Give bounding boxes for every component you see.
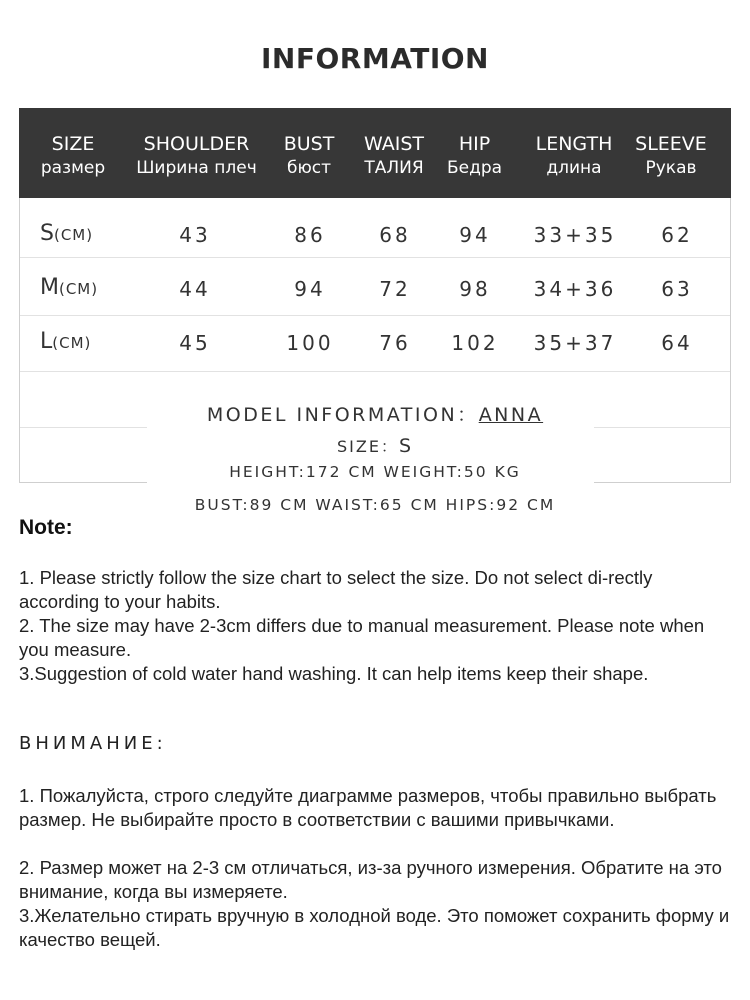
header-sleeve-ru: Рукав [645,158,697,178]
cell-waist: 68 [379,223,411,247]
size-letter: S [40,221,54,246]
cell-length: 34+36 [533,277,617,301]
cell-length: 35+37 [533,331,617,355]
header-length [524,132,624,180]
header-bust [269,132,349,180]
row-size-label [40,222,93,247]
model-hips-unit: CM [527,496,556,514]
row-divider [20,315,730,316]
header-size-ru: размер [40,158,106,178]
model-name: ANNA [478,404,544,426]
model-measurements [0,496,750,514]
size-unit: (CM) [52,334,92,352]
model-bust-label: BUST: [194,496,250,514]
model-info-label: MODEL INFORMATION： [206,404,479,426]
header-length-en: LENGTH [535,133,613,155]
model-height-value: 172 [305,463,342,481]
header-waist [354,132,434,180]
cell-sleeve: 63 [661,277,693,301]
model-weight-value: 50 [463,463,488,481]
header-bust-en: BUST [283,133,335,155]
note-item-3: 3.Suggestion of cold water hand washing. It can help items keep their shape. [19,663,649,684]
cell-length: 33+35 [533,223,617,247]
cell-hip: 98 [459,277,491,301]
note-item-1: 1. Please strictly follow the size chart to select the size. Do not select di-rectly according to your habits. [19,567,653,612]
note-ru-item-3: 3.Желательно стирать вручную в холодной воде. Это поможет сохранить форму и качество вещей. [19,905,730,950]
size-letter: L [40,329,53,354]
row-size-label [40,276,98,301]
note-ru-item-1: 1. Пожалуйста, строго следуйте диаграмме размеров, чтобы правильно выбрать размер. Не выбирайте просто в соответствии с вашими привычками. [19,785,717,830]
cell-bust: 100 [286,331,334,355]
model-hips-label: CM HIPS: [410,496,497,514]
row-divider [20,371,730,372]
header-size [19,132,127,180]
size-unit: (CM) [58,280,99,298]
model-weight-label: CM WEIGHT: [348,463,464,481]
cell-waist: 76 [379,331,411,355]
cell-bust: 94 [294,277,326,301]
model-size-label: SIZE： [336,437,399,456]
header-hip [437,132,512,180]
model-waist-label: CM WAIST: [280,496,380,514]
table-header [19,108,731,198]
row-size-label [40,330,91,355]
model-size-value: S [398,435,413,457]
header-shoulder-ru: Ширина плеч [136,158,257,178]
model-height-weight [0,463,750,481]
header-size-en: SIZE [51,133,95,155]
header-waist-ru: ТАЛИЯ [364,158,424,178]
size-unit: (CM) [53,226,94,244]
header-shoulder [134,132,259,180]
cell-waist: 72 [379,277,411,301]
model-hips-value: 92 [496,496,521,514]
header-hip-ru: Бедра [446,158,503,178]
model-size [0,434,750,457]
cell-shoulder: 45 [179,331,211,355]
model-bust-value: 89 [249,496,274,514]
cell-sleeve: 64 [661,331,693,355]
cell-shoulder: 44 [179,277,211,301]
cell-shoulder: 43 [179,223,211,247]
header-length-ru: длина [546,158,602,178]
header-sleeve-en: SLEEVE [635,133,707,155]
note-item-2: 2. The size may have 2-3cm differs due to manual measurement. Please note when you measure. [19,615,705,660]
header-sleeve [626,132,716,180]
header-shoulder-en: SHOULDER [143,133,250,155]
model-waist-value: 65 [379,496,404,514]
cell-hip: 102 [451,331,499,355]
header-hip-en: HIP [458,133,491,155]
model-weight-unit: KG [494,463,521,481]
size-letter: M [40,275,59,300]
header-bust-ru: бюст [286,158,332,178]
note-heading: Note: [19,516,73,539]
note-ru-item-2: 2. Размер может на 2-3 см отличаться, из-за ручного измерения. Обратите на это внимание, когда вы измеряете. [19,857,722,902]
page-title: INFORMATION [261,42,489,75]
cell-sleeve: 62 [661,223,693,247]
model-height-label: HEIGHT: [229,463,306,481]
row-divider [20,257,730,258]
note-ru-heading: ВНИМАНИЕ: [19,733,167,754]
header-waist-en: WAIST [363,133,424,155]
cell-hip: 94 [459,223,491,247]
model-info-title [0,400,750,427]
cell-bust: 86 [294,223,326,247]
